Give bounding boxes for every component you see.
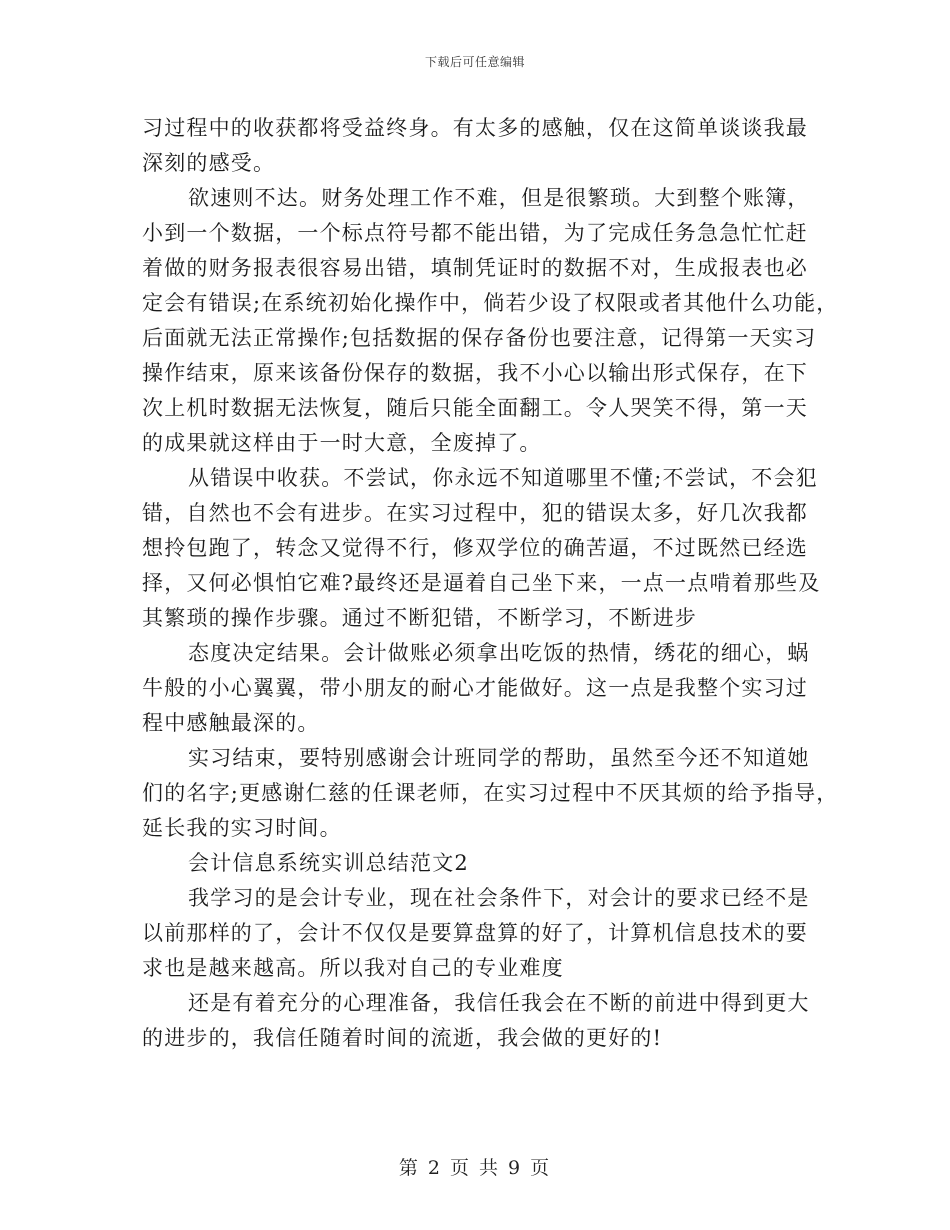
text-line: 次上机时数据无法恢复，随后只能全面翻工。令人哭笑不得，第一天 (142, 396, 808, 420)
text-line: 延长我的实习时间。 (142, 816, 342, 840)
text-line: 的进步的，我信任随着时间的流逝，我会做的更好的! (142, 1026, 663, 1050)
text-line: 牛般的小心翼翼，带小朋友的耐心才能做好。这一点是我整个实习过 (142, 676, 808, 700)
text-line: 想拎包跑了，转念又觉得不行，修双学位的确苦逼，不过既然已经选 (142, 536, 808, 560)
header-note: 下载后可任意编辑 (424, 55, 525, 69)
text-line: 我学习的是会计专业，现在社会条件下，对会计的要求已经不是 (188, 886, 810, 910)
text-line: 定会有错误;在系统初始化操作中，倘若少设了权限或者其他什么功能， (142, 291, 839, 315)
text-line: 们的名字;更感谢仁慈的任课老师，在实习过程中不厌其烦的给予指导， (142, 781, 839, 805)
text-line: 后面就无法正常操作;包括数据的保存备份也要注意，记得第一天实习 (142, 326, 817, 350)
text-line: 着做的财务报表很容易出错，填制凭证时的数据不对，生成报表也必 (142, 256, 808, 280)
text-line: 择，又何必惧怕它难?最终还是逼着自己坐下来，一点一点啃着那些及 (142, 571, 821, 595)
text-line: 深刻的感受。 (142, 151, 276, 175)
text-line: 态度决定结果。会计做账必须拿出吃饭的热情，绣花的细心，蜗 (188, 641, 810, 665)
text-line: 错，自然也不会有进步。在实习过程中，犯的错误太多，好几次我都 (142, 501, 808, 525)
text-line: 的成果就这样由于一时大意，全废掉了。 (142, 431, 542, 455)
document-body (142, 111, 839, 1056)
text-line: 欲速则不达。财务处理工作不难，但是很繁琐。大到整个账簿， (188, 186, 810, 210)
text-line: 操作结束，原来该备份保存的数据，我不小心以输出形式保存，在下 (142, 361, 808, 385)
text-line: 其繁琐的操作步骤。通过不断犯错，不断学习，不断进步 (142, 606, 697, 630)
text-line: 小到一个数据，一个标点符号都不能出错，为了完成任务急急忙忙赶 (142, 221, 808, 245)
text-line: 程中感触最深的。 (142, 711, 320, 735)
page-number: 第 2 页 共 9 页 (398, 1157, 552, 1179)
section-title: 会计信息系统实训总结范文2 (188, 851, 469, 875)
text-line: 还是有着充分的心理准备，我信任我会在不断的前进中得到更大 (188, 991, 810, 1015)
text-line: 从错误中收获。不尝试，你永远不知道哪里不懂;不尝试，不会犯 (188, 466, 818, 490)
text-line: 实习结束，要特别感谢会计班同学的帮助，虽然至今还不知道她 (188, 746, 810, 770)
text-line: 以前那样的了，会计不仅仅是要算盘算的好了，计算机信息技术的要 (142, 921, 808, 945)
text-line: 习过程中的收获都将受益终身。有太多的感触，仅在这简单谈谈我最 (142, 116, 808, 140)
text-line: 求也是越来越高。所以我对自己的专业难度 (142, 956, 564, 980)
